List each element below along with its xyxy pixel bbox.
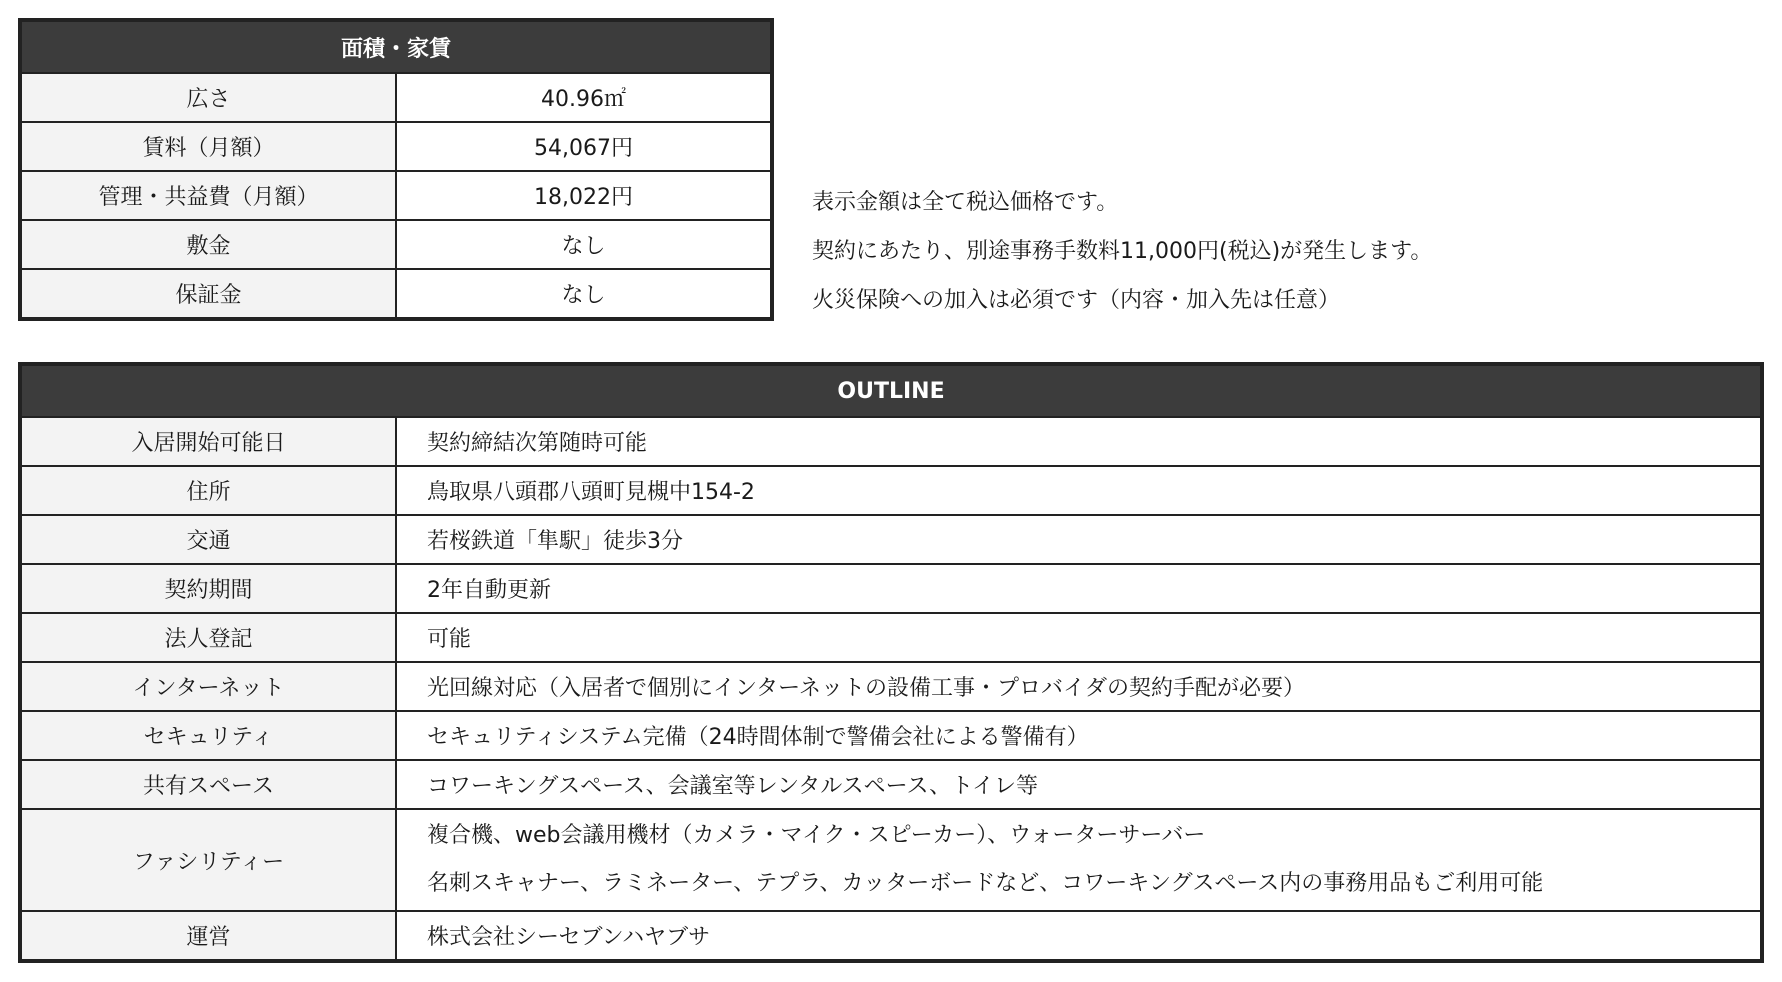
table-row bbox=[20, 171, 772, 220]
table-row bbox=[20, 466, 1762, 515]
table-row bbox=[20, 564, 1762, 613]
row-value-access: 若桜鉄道「隼駅」徒歩3分 bbox=[396, 515, 1762, 564]
row-label-management-fee: 管理・共益費（月額） bbox=[20, 171, 396, 220]
outline-table-header: OUTLINE bbox=[20, 364, 1762, 417]
table-row bbox=[20, 911, 1762, 961]
note-fire-insurance: 火災保険への加入は必須です（内容・加入先は任意） bbox=[812, 288, 1341, 313]
row-label-contract-period: 契約期間 bbox=[20, 564, 396, 613]
row-value-management-fee: 18,022円 bbox=[396, 171, 772, 220]
row-value-shared-space: コワーキングスペース、会議室等レンタルスペース、トイレ等 bbox=[396, 760, 1762, 809]
table-row bbox=[20, 73, 772, 122]
row-value-move-in: 契約締結次第随時可能 bbox=[396, 417, 1762, 466]
row-label-address: 住所 bbox=[20, 466, 396, 515]
note-admin-fee: 契約にあたり、別途事務手数料11,000円(税込)が発生します。 bbox=[812, 239, 1433, 264]
table-row bbox=[20, 809, 1762, 911]
row-label-move-in: 入居開始可能日 bbox=[20, 417, 396, 466]
rent-table-header: 面積・家賃 bbox=[20, 20, 772, 73]
row-label-rent: 賃料（月額） bbox=[20, 122, 396, 171]
row-label-operator: 運営 bbox=[20, 911, 396, 961]
outline-table bbox=[18, 362, 1764, 963]
table-row bbox=[20, 711, 1762, 760]
row-value-rent: 54,067円 bbox=[396, 122, 772, 171]
row-value-corporate-registration: 可能 bbox=[396, 613, 1762, 662]
row-label-guarantee: 保証金 bbox=[20, 269, 396, 319]
row-value-guarantee: なし bbox=[396, 269, 772, 319]
table-row bbox=[20, 220, 772, 269]
row-value-operator: 株式会社シーセブンハヤブサ bbox=[396, 911, 1762, 961]
table-row bbox=[20, 662, 1762, 711]
table-row bbox=[20, 613, 1762, 662]
facilities-line-2: 名刺スキャナー、ラミネーター、テプラ、カッターボードなど、コワーキングスペース内の事務用品もご利用可能 bbox=[427, 871, 1544, 896]
row-label-corporate-registration: 法人登記 bbox=[20, 613, 396, 662]
table-row bbox=[20, 417, 1762, 466]
row-value-area: 40.96㎡ bbox=[396, 73, 772, 122]
row-value-deposit: なし bbox=[396, 220, 772, 269]
table-row bbox=[20, 269, 772, 319]
row-label-facilities: ファシリティー bbox=[20, 809, 396, 911]
row-value-security: セキュリティシステム完備（24時間体制で警備会社による警備有） bbox=[396, 711, 1762, 760]
notes bbox=[812, 178, 1432, 325]
row-label-shared-space: 共有スペース bbox=[20, 760, 396, 809]
row-label-deposit: 敷金 bbox=[20, 220, 396, 269]
row-label-security: セキュリティ bbox=[20, 711, 396, 760]
note-tax-included: 表示金額は全て税込価格です。 bbox=[812, 190, 1119, 215]
row-value-address: 鳥取県八頭郡八頭町見槻中154-2 bbox=[396, 466, 1762, 515]
rent-table bbox=[18, 18, 774, 321]
table-row bbox=[20, 122, 772, 171]
row-label-internet: インターネット bbox=[20, 662, 396, 711]
table-row bbox=[20, 760, 1762, 809]
row-value-facilities bbox=[396, 809, 1762, 911]
facilities-line-1: 複合機、web会議用機材（カメラ・マイク・スピーカー）、ウォーターサーバー bbox=[427, 823, 1206, 848]
row-value-internet: 光回線対応（入居者で個別にインターネットの設備工事・プロバイダの契約手配が必要） bbox=[396, 662, 1762, 711]
row-label-access: 交通 bbox=[20, 515, 396, 564]
rent-table-header-row bbox=[20, 20, 772, 73]
table-row bbox=[20, 515, 1762, 564]
row-label-area: 広さ bbox=[20, 73, 396, 122]
outline-table-header-row bbox=[20, 364, 1762, 417]
row-value-contract-period: 2年自動更新 bbox=[396, 564, 1762, 613]
